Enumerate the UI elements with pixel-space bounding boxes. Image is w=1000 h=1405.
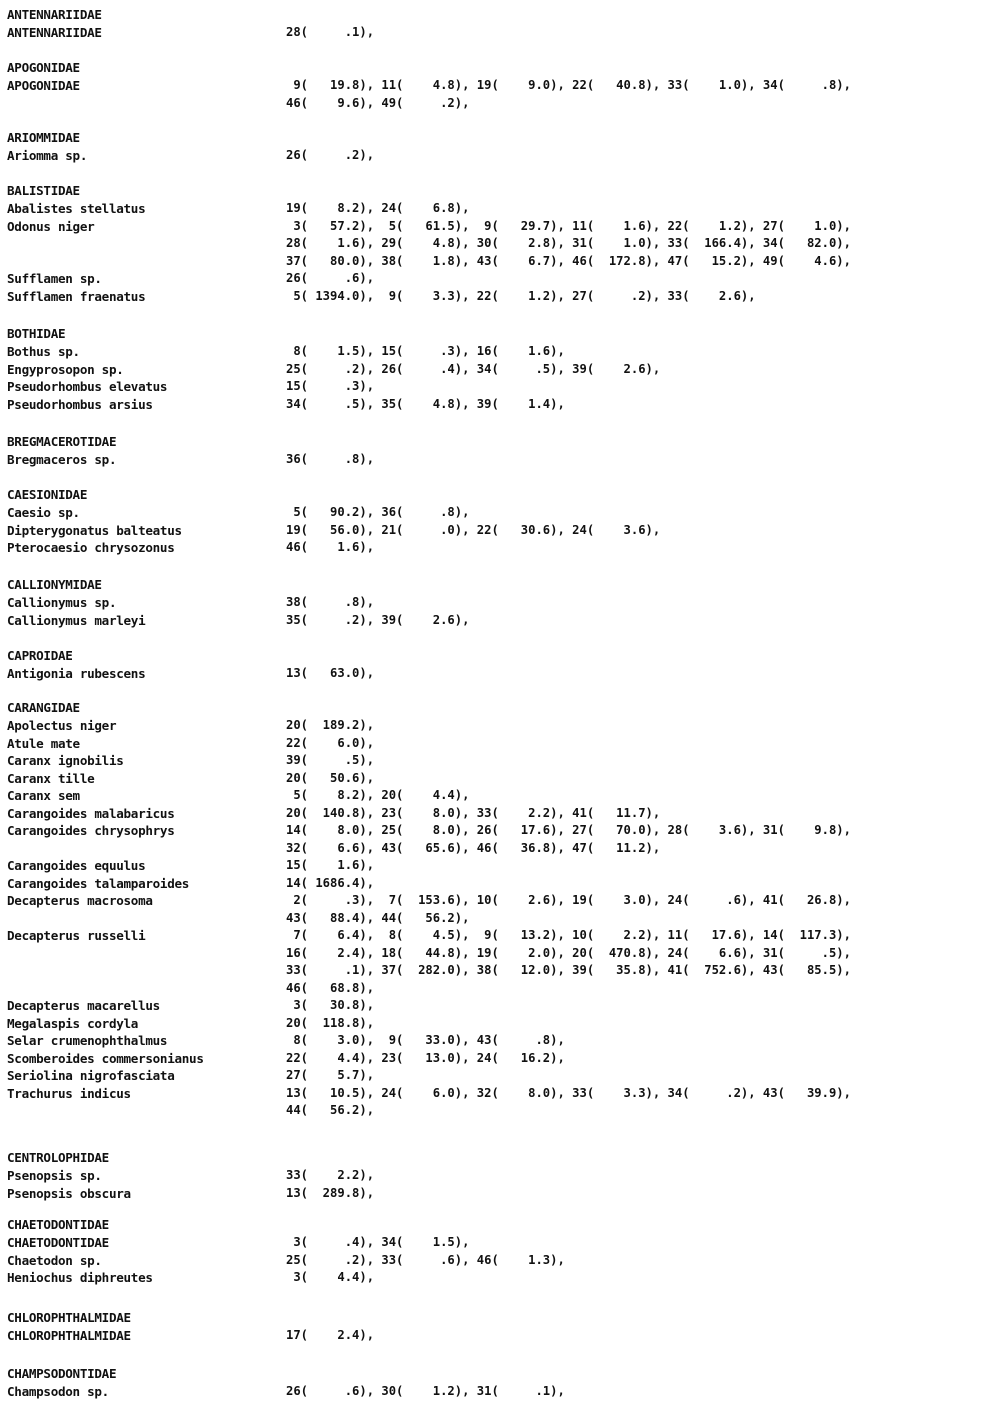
station-values: 25( .2), 33( .6), 46( 1.3), (286, 1252, 565, 1267)
species-name: APOGONIDAE (7, 78, 80, 93)
family-header: ANTENNARIIDAE (7, 7, 102, 22)
station-values: 13( 289.8), (286, 1185, 375, 1200)
species-row (0, 343, 1000, 361)
station-values: 33( .1), 37( 282.0), 38( 12.0), 39( 35.8), 41( 752.6), 43( 85.5), (286, 963, 851, 977)
station-values: 44( 56.2), (286, 1103, 375, 1117)
species-row (0, 451, 1000, 469)
family-header: CHAETODONTIDAE (7, 1217, 109, 1232)
species-row (0, 787, 1000, 805)
species-row (0, 857, 1000, 875)
station-values: 43( 88.4), 44( 56.2), (286, 910, 470, 925)
station-values: 26( .2), (286, 148, 375, 162)
species-row (0, 594, 1000, 612)
species-row (0, 147, 1000, 165)
species-row (0, 980, 1000, 998)
species-row (0, 361, 1000, 379)
station-values: 38( .8), (286, 595, 375, 609)
species-row (0, 1269, 1000, 1287)
species-name: Selar crumenophthalmus (7, 1033, 168, 1048)
species-row (0, 1167, 1000, 1185)
species-row (0, 539, 1000, 557)
station-values: 32( 6.6), 43( 65.6), 46( 36.8), 47( 11.2), (286, 840, 661, 855)
species-row (0, 717, 1000, 735)
species-row (0, 875, 1000, 893)
species-row (0, 927, 1000, 945)
species-row (0, 235, 1000, 253)
species-name: Callionymus sp. (7, 595, 117, 610)
species-name: Callionymus marleyi (7, 612, 146, 628)
station-values: 22( 4.4), 23( 13.0), 24( 16.2), (286, 1050, 565, 1065)
species-name: Psenopsis obscura (7, 1185, 131, 1201)
species-name: Pseudorhombus arsius (7, 396, 153, 412)
station-values: 37( 80.0), 38( 1.8), 43( 6.7), 46( 172.8), 47( 15.2), 49( 4.6), (286, 253, 851, 268)
station-values: 20( 118.8), (286, 1015, 375, 1030)
station-values: 39( .5), (286, 753, 375, 767)
family-header: BOTHIDAE (7, 326, 66, 341)
species-row (0, 1185, 1000, 1203)
station-values: 25( .2), 26( .4), 34( .5), 39( 2.6), (286, 361, 661, 376)
station-values: 26( .6), (286, 271, 375, 285)
species-row (0, 945, 1000, 963)
species-name: Carangoides talamparoides (7, 875, 190, 891)
species-row (0, 1067, 1000, 1085)
family-header: APOGONIDAE (7, 60, 80, 75)
species-row (0, 253, 1000, 271)
species-row (0, 910, 1000, 928)
species-name: Atule mate (7, 735, 80, 751)
station-values: 14( 8.0), 25( 8.0), 26( 17.6), 27( 70.0), 28( 3.6), 31( 9.8), (286, 823, 851, 837)
station-values: 7( 6.4), 8( 4.5), 9( 13.2), 10( 2.2), 11( 17.6), 14( 117.3), (286, 928, 851, 942)
species-name: CHLOROPHTHALMIDAE (7, 1328, 131, 1343)
station-values: 8( 3.0), 9( 33.0), 43( .8), (286, 1033, 565, 1047)
station-values: 27( 5.7), (286, 1068, 375, 1082)
station-values: 19( 56.0), 21( .0), 22( 30.6), 24( 3.6), (286, 522, 661, 537)
station-values: 46( 68.8), (286, 980, 375, 995)
station-values: 13( 10.5), 24( 6.0), 32( 8.0), 33( 3.3), 34( .2), 43( 39.9), (286, 1085, 851, 1100)
species-row (0, 396, 1000, 414)
station-values: 5( 1394.0), 9( 3.3), 22( 1.2), 27( .2), 33( 2.6), (286, 288, 756, 303)
species-row (0, 288, 1000, 306)
station-values: 36( .8), (286, 452, 375, 466)
species-name: Carangoides malabaricus (7, 805, 175, 821)
species-name: Champsodon sp. (7, 1384, 109, 1399)
species-name: CHAETODONTIDAE (7, 1235, 109, 1250)
species-row (0, 612, 1000, 630)
species-name: Ariomma sp. (7, 148, 88, 163)
species-name: Carangoides chrysophrys (7, 823, 175, 838)
station-values: 2( .3), 7( 153.6), 10( 2.6), 19( 3.0), 24( .6), 41( 26.8), (286, 893, 851, 907)
family-header: CAESIONIDAE (7, 487, 88, 502)
species-name: Scomberoides commersonianus (7, 1050, 204, 1066)
family-header: CENTROLOPHIDAE (7, 1150, 109, 1165)
family-header: CHAMPSODONTIDAE (7, 1366, 117, 1381)
species-row (0, 1234, 1000, 1252)
station-values: 3( .4), 34( 1.5), (286, 1235, 470, 1249)
species-row (0, 752, 1000, 770)
station-values: 9( 19.8), 11( 4.8), 19( 9.0), 22( 40.8), 33( 1.0), 34( .8), (286, 78, 851, 92)
species-name: Seriolina nigrofasciata (7, 1068, 175, 1083)
station-values: 5( 8.2), 20( 4.4), (286, 788, 470, 802)
species-name: Caranx sem (7, 788, 80, 803)
station-values: 8( 1.5), 15( .3), 16( 1.6), (286, 344, 565, 358)
species-name: Caranx tille (7, 770, 95, 786)
species-row (0, 1085, 1000, 1103)
station-values: 13( 63.0), (286, 666, 375, 680)
station-values: 17( 2.4), (286, 1328, 375, 1342)
station-values: 46( 1.6), (286, 540, 375, 554)
species-row (0, 1327, 1000, 1345)
species-row (0, 962, 1000, 980)
species-name: Sufflamen sp. (7, 271, 102, 286)
species-name: Sufflamen fraenatus (7, 288, 146, 304)
species-row (0, 95, 1000, 113)
species-name: Antigonia rubescens (7, 666, 146, 681)
station-values: 28( .1), (286, 25, 375, 39)
family-header: CARANGIDAE (7, 700, 80, 715)
station-values: 20( 189.2), (286, 718, 375, 732)
species-row (0, 378, 1000, 396)
station-values: 16( 2.4), 18( 44.8), 19( 2.0), 20( 470.8), 24( 6.6), 31( .5), (286, 945, 851, 960)
species-row (0, 822, 1000, 840)
species-row (0, 770, 1000, 788)
station-values: 14( 1686.4), (286, 875, 375, 890)
station-values: 35( .2), 39( 2.6), (286, 612, 470, 627)
species-row (0, 504, 1000, 522)
station-values: 15( 1.6), (286, 858, 375, 872)
station-values: 3( 4.4), (286, 1270, 375, 1284)
species-name: Caranx ignobilis (7, 753, 124, 768)
species-row (0, 1015, 1000, 1033)
species-name: Odonus niger (7, 218, 95, 234)
species-name: Apolectus niger (7, 718, 117, 733)
station-values: 19( 8.2), 24( 6.8), (286, 201, 470, 215)
family-header: ARIOMMIDAE (7, 130, 80, 145)
species-name: Pseudorhombus elevatus (7, 379, 168, 394)
station-values: 15( .3), (286, 379, 375, 393)
species-row (0, 1032, 1000, 1050)
species-row (0, 840, 1000, 858)
species-name: Dipterygonatus balteatus (7, 522, 182, 538)
species-name: Psenopsis sp. (7, 1168, 102, 1183)
family-header: CAPROIDAE (7, 648, 73, 663)
species-name: Engyprosopon sp. (7, 361, 124, 377)
family-header: CALLIONYMIDAE (7, 577, 102, 592)
species-name: Bregmaceros sp. (7, 452, 117, 467)
family-header: CHLOROPHTHALMIDAE (7, 1310, 131, 1325)
species-name: Decapterus macrosoma (7, 893, 153, 908)
species-row (0, 218, 1000, 236)
species-row (0, 24, 1000, 42)
family-header: BALISTIDAE (7, 183, 80, 198)
species-name: Heniochus diphreutes (7, 1270, 153, 1285)
species-name: Bothus sp. (7, 344, 80, 359)
station-values: 22( 6.0), (286, 735, 375, 750)
species-name: Megalaspis cordyla (7, 1015, 139, 1031)
species-row (0, 270, 1000, 288)
station-values: 26( .6), 30( 1.2), 31( .1), (286, 1384, 565, 1398)
species-name: Chaetodon sp. (7, 1252, 102, 1268)
species-row (0, 665, 1000, 683)
species-row (0, 1252, 1000, 1270)
species-name: Trachurus indicus (7, 1085, 131, 1101)
species-name: ANTENNARIIDAE (7, 25, 102, 40)
station-values: 20( 50.6), (286, 770, 375, 785)
species-name: Abalistes stellatus (7, 201, 146, 216)
species-row (0, 997, 1000, 1015)
species-name: Pterocaesio chrysozonus (7, 540, 175, 555)
species-row (0, 522, 1000, 540)
station-values: 5( 90.2), 36( .8), (286, 505, 470, 519)
station-values: 33( 2.2), (286, 1168, 375, 1182)
species-row (0, 1383, 1000, 1401)
station-values: 46( 9.6), 49( .2), (286, 95, 470, 110)
species-name: Decapterus russelli (7, 928, 146, 943)
species-row (0, 1102, 1000, 1120)
species-row (0, 805, 1000, 823)
species-name: Carangoides equulus (7, 858, 146, 873)
species-row (0, 77, 1000, 95)
species-row (0, 735, 1000, 753)
species-name: Caesio sp. (7, 505, 80, 520)
family-header: BREGMACEROTIDAE (7, 434, 117, 449)
station-values: 3( 57.2), 5( 61.5), 9( 29.7), 11( 1.6), 22( 1.2), 27( 1.0), (286, 218, 851, 233)
species-name: Decapterus macarellus (7, 998, 160, 1013)
species-row (0, 1050, 1000, 1068)
station-values: 3( 30.8), (286, 998, 375, 1012)
species-row (0, 200, 1000, 218)
station-values: 28( 1.6), 29( 4.8), 30( 2.8), 31( 1.0), 33( 166.4), 34( 82.0), (286, 236, 851, 250)
station-values: 20( 140.8), 23( 8.0), 33( 2.2), 41( 11.7), (286, 805, 661, 820)
species-row (0, 892, 1000, 910)
station-values: 34( .5), 35( 4.8), 39( 1.4), (286, 396, 565, 411)
